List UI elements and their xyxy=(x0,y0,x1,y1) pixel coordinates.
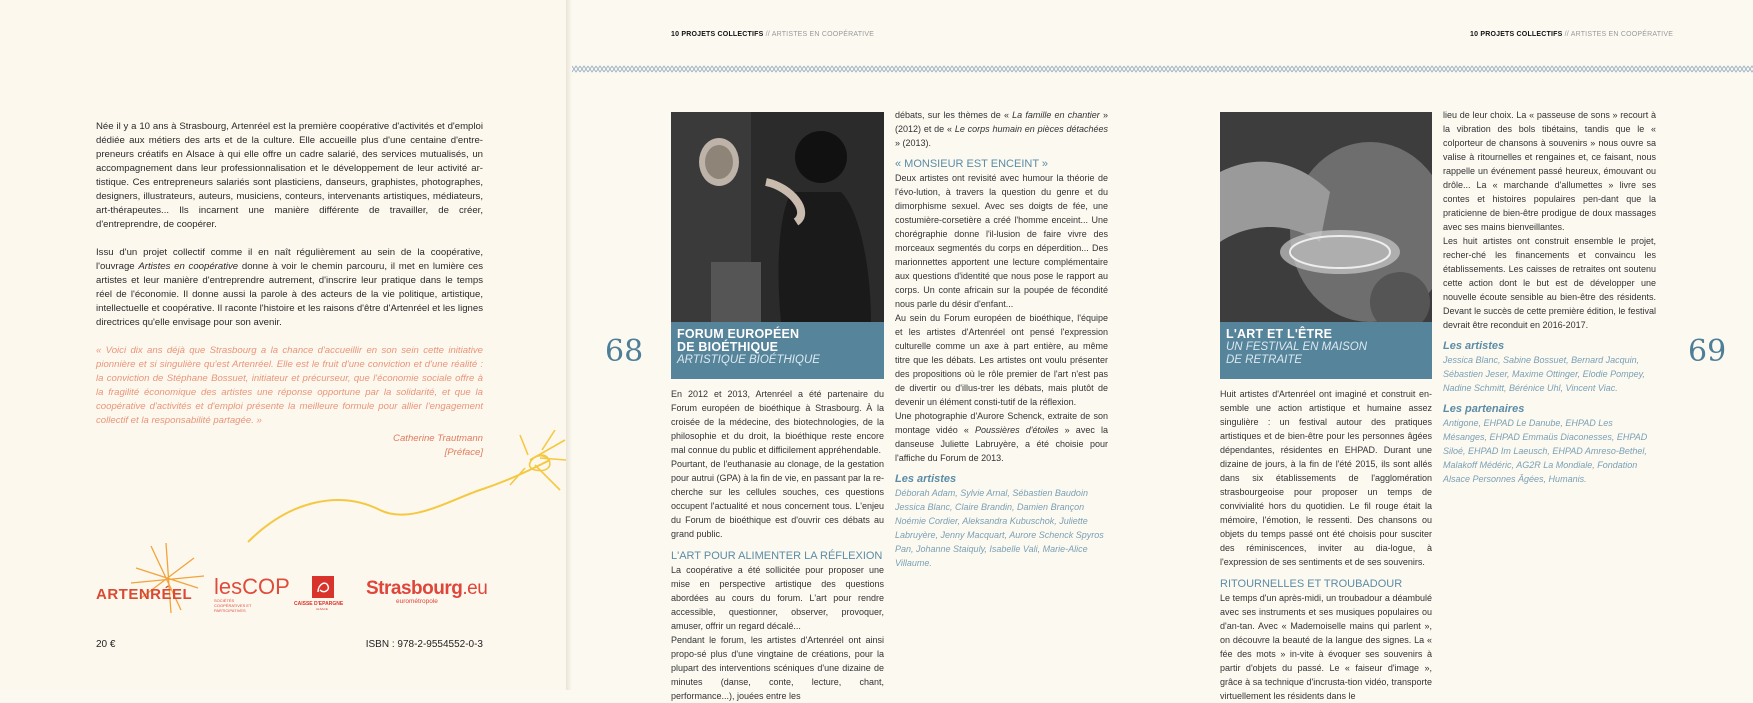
heading-art-reflexion: L'ART POUR ALIMENTER LA RÉFLEXION xyxy=(671,550,883,562)
page69-column-2: lieu de leur choix. La « passeuse de sons » recourt à la vibration des bols tibétains, tandis que le « colporteur de chansons à souvenirs » nous ouvre sa valise à ritournelles et rengaines et, ce faisant, nous rappelle un événement passé heureux, émouvant ou drôle... La « marchande d'allumettes » livre ses contes et histoires populaires pen-dant que la praticienne de bien-être prodigue de doux massages avec ses mains bienveillantes. Les huit artistes ont construit ensemble le projet, recher-ché les financements et convaincu les établissements. Les caisses de retraites ont soutenu cette action dont le but est de développer une nouvelle écoute sensible au bien-être des résidents. Devant le succès de cette première édition, le festival devrait être reconduit en 2016-2017. Les artistes Jessica Blanc, Sabine Bossuet, Bernard Jacquin, Sébastien Jeser, Maxime Ottinger, Elodie Pompey, Nadine Schmitt, Bérénice Uhl, Vincent Viac. Les partenaires Antigone, EHPAD Le Danube, EHPAD Les Mésanges, EHPAD Emmaüs Diaconesses, EHPAD Siloé, EHPAD Im Laeusch, EHPAD Amreso-Bethel, Malakoff Médéric, AG2R La Mondiale, Fondation Alsace Personnes Âgées, Humanis. xyxy=(1443,110,1656,484)
banner-forum-subtitle: ARTISTIQUE BIOÉTHIQUE xyxy=(677,354,820,366)
banner-forum-title-2: DE BIOÉTHIQUE xyxy=(677,340,779,354)
lescop-logo: lesCOP xyxy=(214,574,290,599)
heading-monsieur-enceint: « MONSIEUR EST ENCEINT » xyxy=(895,158,1049,170)
heading-artistes-69: Les artistes xyxy=(1443,340,1505,352)
artenreel-star-icon xyxy=(126,538,206,618)
price: 20 € xyxy=(96,639,116,650)
artists-list-68: Déborah Adam, Sylvie Arnal, Sébastien Baudoin Jessica Blanc, Claire Brandin, Damien Brançon Noémie Cordier, Aleksandra Kubuschok, Juliette Labruyère, Jenny Macquart, Aurore Schenck Spyros Pan, Johanne Staiquly, Isabelle Vali, Marie-Alice Villaume. xyxy=(895,488,1104,568)
lescop-subtitle: SOCIÉTÉS COOPÉRATIVES ET PARTICIPATIVES xyxy=(214,598,252,613)
back-cover-text xyxy=(96,120,483,460)
caisse-epargne-logo: CAISSE D'EPARGNE xyxy=(294,601,344,607)
back-paragraph-2: Issu d'un projet collectif comme il en naît régulièrement au sein de la coopérative, l'ouvrage Artistes en coopérative donne à voir le chemin parcouru, il met en lumière ces artistes et leur manière d'entreprendre autrement, d'inscrire leur pratique dans le temps réel de l'économie. Il donne aussi la parole à des acteurs de la vie politique, artistique, intellectuelle et coopérative. Il raconte l'histoire et les raisons d'être d'Artenréel et les lignes directrices qu'elle envisage pour son avenir. xyxy=(96,247,484,328)
page-number-68: 68 xyxy=(605,334,644,369)
page69-column-1: Huit artistes d'Artenréel ont imaginé et construit en-semble une action artistique et humaine assez singulière : un festival autour des pratiques artistiques et de bien-être pour les personnes âgées dépendantes, résidentes en EHPAD. Durant une dizaine de jours, à la fin de l'été 2015, ils sont allés dans six établissements de l'agglomération strasbourgeoise pour proposer un temps de convivialité hors du quotidien. Le fil rouge était la mémoire, l'émotion, le ressenti. Des chansons ou objets du temps passé ont été choisis pour susciter des réminiscences, inviter au dia-logue, à l'expression de ses sentiments et de ses souvenirs. RITOURNELLES ET TROUBADOUR Le temps d'un après-midi, un troubadour a déambulé avec ses instruments et ses musiques populaires ou d'an-tan. Avec « Mademoiselle mains qui parlent », on découvre la beauté de la langue des signes. La « fée des mots » in-vite à évoquer ses souvenirs à partir d'objets du passé. Le « faiseur d'image », grâce à sa technique d'incrusta-tion vidéo, transporte virtuellement les résidents dans le xyxy=(1220,389,1432,701)
heading-partenaires: Les partenaires xyxy=(1443,403,1525,415)
banner-art-etre-title: L'ART ET L'ÊTRE xyxy=(1226,327,1333,341)
artists-list-69: Jessica Blanc, Sabine Bossuet, Bernard Jacquin, Sébastien Jeser, Maxime Ottinger, Elodie Pompey, Nadine Schmitt, Bérénice Uhl, Vincent Viac. xyxy=(1443,355,1645,393)
header-right: 10 PROJETS COLLECTIFS // ARTISTES EN COOPÉRATIVE xyxy=(1470,31,1674,38)
caisse-epargne-subtitle: ALSACE xyxy=(316,607,328,611)
partners-list: Antigone, EHPAD Le Danube, EHPAD Les Mésanges, EHPAD Emmaüs Diaconesses, EHPAD Siloé, EHPAD Im Laeusch, EHPAD Amreso-Bethel, Malakoff Médéric, AG2R La Mondiale, Fondation Alsace Personnes Âgées, Humanis. xyxy=(1443,418,1648,484)
heading-ritournelles: RITOURNELLES ET TROUBADOUR xyxy=(1220,578,1403,590)
back-paragraph-1: Née il y a 10 ans à Strasbourg, Artenréel est la première coopérative d'activités et d'emploi dédiée aux métiers des arts et de la culture. Elle accueille plus d'une centaine d'entre-preneurs créatifs en Alsace à qui elle offre un cadre salarié, des services mutualisés, un accompagnement dans leur professionnalisation et le développement de leur activité ar-tistique. Ces entrepreneurs salariés sont plasticiens, danseurs, graphistes, photographes, designers, illustrateurs, auteurs, musiciens, conteurs, intervenants artistiques, médiateurs, art-thérapeutes... Ils incarnent une manière différente de travailler, de créer, d'entreprendre, de coopérer. xyxy=(96,121,483,230)
banner-art-etre-subtitle-2: DE RETRAITE xyxy=(1226,354,1303,366)
banner-forum-title-1: FORUM EUROPÉEN xyxy=(677,327,800,341)
quote-author: Catherine Trautmann xyxy=(393,433,483,444)
quote-source: [Préface] xyxy=(444,447,483,458)
artenreel-logo: ARTENRÉEL xyxy=(96,586,193,603)
photo-art-etre xyxy=(1220,112,1432,322)
page68-column-2: débats, sur les thèmes de « La famille en chantier » (2012) et de « Le corps humain en pièces détachées » (2013). « MONSIEUR EST ENCEINT » Deux artistes ont revisité avec humour la théorie de l'évo-lution, à travers la question du genre et du dimorphisme sexuel. Avec ses doigts de fée, une costumière-corsetière a créé l'homme enceint... Une chorégraphie donne l'il-lusion de faire vivre des morceaux segmentés du corps en déperdition... Des marionnettes apportent une lecture complémentaire aux questions d'identité que nous pose le rapport au corps. Un conte africain sur la poupée de fécondité nous parle du désir d'enfant... Au sein du Forum européen de bioéthique, l'équipe et les artistes d'Artenréel ont pensé l'expression culturelle comme un axe à part entière, au même titre que les débats. Les artistes ont voulu présenter des propositions où le rôle premier de l'art n'est pas de divertir ou d'illus-trer les débats, mais plutôt de devenir un élément consti-tutif de la réflexion. Une photographie d'Aurore Schenck, extraite de son montage vidéo « Poussières d'étoiles » avec la danseuse Juliette Labruyère, a été choisie pour l'affiche du Forum de 2013. Les artistes Déborah Adam, Sylvie Arnal, Sébastien Baudoin Jessica Blanc, Claire Brandin, Damien Brançon Noémie Cordier, Aleksandra Kubuschok, Juliette Labruyère, Jenny Macquart, Aurore Schenck Spyros Pan, Johanne Staiquly, Isabelle Vali, Marie-Alice Villaume. xyxy=(895,110,1108,568)
isbn: ISBN : 978-2-9554552-0-3 xyxy=(365,639,483,650)
zigzag-divider xyxy=(572,64,1753,74)
banner-art-etre-subtitle-1: UN FESTIVAL EN MAISON xyxy=(1226,341,1368,353)
logos-row xyxy=(96,574,488,613)
yellow-scribble-decoration xyxy=(230,430,566,550)
page68-column-1: En 2012 et 2013, Artenréel a été partenaire du Forum européen de bioéthique à Strasbourg. À la croisée de la médecine, des biotechnologies, de la philosophie et du droit, la bioéthique reste encore mal connue du public et difficilement appréhendable. Pourtant, de l'euthanasie au clonage, de la gestation pour autrui (GPA) à la fin de vie, en passant par la re-cherche sur les cellules souches, ces questions occupent l'actualité et nous concernent tous. L'enjeu du Forum de bioéthique est d'ouvrir ces débats au grand public. L'ART POUR ALIMENTER LA RÉFLEXION La coopérative a été sollicitée pour proposer une mise en perspective artistique des questions abordées au cours du forum. L'art pour rendre accessible, questionner, observer, provoquer, amuser, offrir un regard décalé... Pendant le forum, les artistes d'Artenréel ont ainsi propo-sé plus d'une vingtaine de créations, pour la plupart des interventions scéniques d'une dizaine de minutes (danse, conte, lecture, chant, performance...), jouées entre les xyxy=(671,389,884,701)
eurometropole-label: eurométropole xyxy=(396,598,438,605)
banner-art-etre xyxy=(1220,322,1432,379)
caisse-epargne-squirrel-icon xyxy=(312,576,334,598)
strasbourg-eu-logo: Strasbourg.eu xyxy=(366,578,488,599)
back-quote: « Voici dix ans déjà que Strasbourg a la chance d'accueillir en son sein cette initiative pionnière et si singulière qu'est Artenréel. Elle est le fruit d'une conviction et d'une réalité : la conviction de Stéphane Bossuet, initiateur et précurseur, que l'économie sociale offre à la fragilité économique des artistes une réponse opportune par la solidarité, et que la coopérative d'activités et d'emploi présente la meilleure formule pour allier l'engagement collectif et la responsabilité partagée. » xyxy=(96,345,483,426)
photo-forum-bioethique xyxy=(671,112,884,322)
banner-forum xyxy=(671,322,884,379)
header-left: 10 PROJETS COLLECTIFS // ARTISTES EN COOPÉRATIVE xyxy=(671,31,875,38)
heading-artistes-68: Les artistes xyxy=(895,473,957,485)
page-number-69: 69 xyxy=(1688,334,1727,369)
